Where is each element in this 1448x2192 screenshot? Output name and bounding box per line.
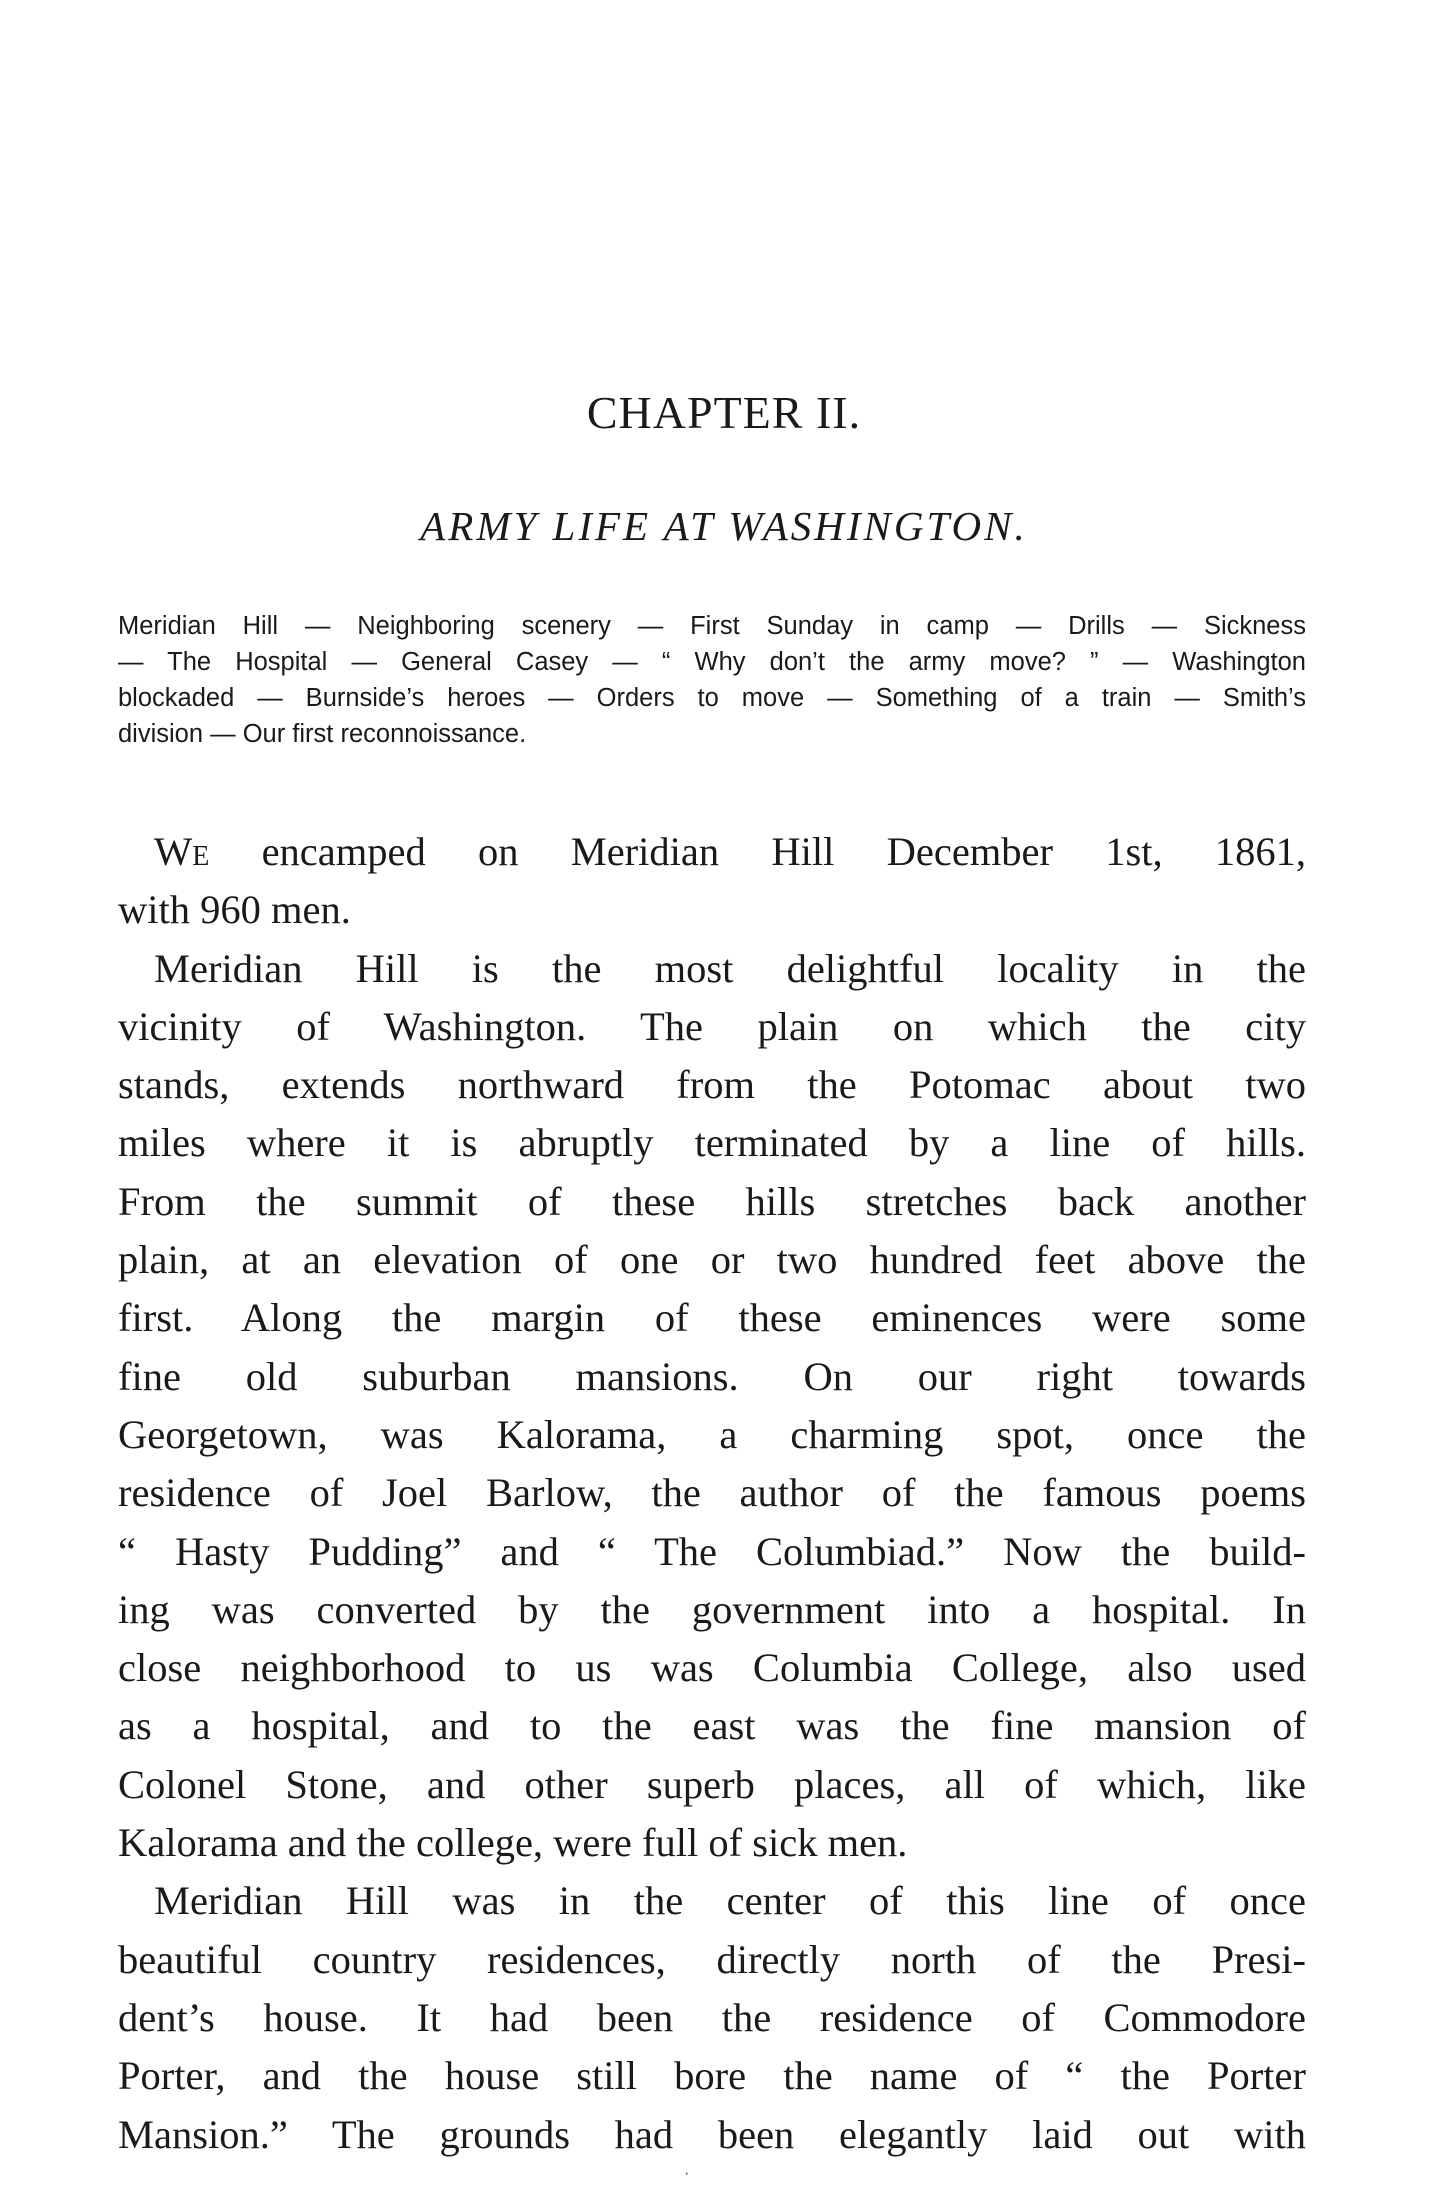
paragraph-line: Colonel Stone, and other superb places, all of which, like bbox=[118, 1761, 1306, 1807]
paragraph-2 bbox=[118, 940, 1306, 1873]
paragraph-line bbox=[118, 823, 1306, 881]
paragraph-line: ing was converted by the government into a hospital. In bbox=[118, 1586, 1306, 1632]
paragraph-line: From the summit of these hills stretches back another bbox=[118, 1178, 1306, 1224]
paragraph-line: Meridian Hill is the most delightful locality in the bbox=[154, 945, 1306, 991]
synopsis-line: division — Our first reconnoissance. bbox=[118, 720, 527, 748]
paragraph-line: Georgetown, was Kalorama, a charming spot, once the bbox=[118, 1411, 1306, 1457]
paragraph-line: close neighborhood to us was Columbia College, also used bbox=[118, 1645, 1306, 1691]
chapter-heading: CHAPTER II. bbox=[586, 387, 862, 438]
paragraph-line: stands, extends northward from the Potomac about two bbox=[118, 1062, 1306, 1108]
paragraph-line: beautiful country residences, directly north of the Presi- bbox=[118, 1936, 1306, 1982]
paragraph-line: vicinity of Washington. The plain on which the city bbox=[118, 1003, 1306, 1049]
paragraph-line: with 960 men. bbox=[118, 887, 351, 933]
paragraph-line: residence of Joel Barlow, the author of the famous poems bbox=[118, 1470, 1306, 1516]
paragraph-line: dent’s house. It had been the residence of Commodore bbox=[118, 1994, 1306, 2040]
paragraph-line: Porter, and the house still bore the name of “ the Porter bbox=[118, 2053, 1306, 2099]
drop-word: We bbox=[154, 829, 210, 874]
paragraph-line: “ Hasty Pudding” and “ The Columbiad.” Now the build- bbox=[118, 1528, 1306, 1574]
synopsis-line: blockaded — Burnside’s heroes — Orders to move — Something of a train — Smith’s bbox=[118, 684, 1306, 712]
chapter-subtitle: ARMY LIFE AT WASHINGTON. bbox=[420, 503, 1028, 549]
synopsis-line: — The Hospital — General Casey — “ Why don’t the army move? ” — Washington bbox=[118, 648, 1306, 676]
paragraph-line: Meridian Hill was in the center of this line of once bbox=[154, 1878, 1306, 1924]
paragraph-3 bbox=[118, 1872, 1306, 2163]
body-text bbox=[118, 823, 1306, 2164]
paragraph-line: plain, at an elevation of one or two hundred feet above the bbox=[118, 1237, 1306, 1283]
chapter-synopsis bbox=[118, 608, 1306, 752]
paragraph-line: Kalorama and the college, were full of sick men. bbox=[118, 1820, 908, 1866]
paragraph-line-text: encamped on Meridian Hill December 1st, 1861, bbox=[209, 829, 1306, 874]
scan-mark: · bbox=[684, 2166, 690, 2183]
paragraph-1 bbox=[118, 823, 1306, 940]
paragraph-line: miles where it is abruptly terminated by a line of hills. bbox=[118, 1120, 1306, 1166]
paragraph-line: as a hospital, and to the east was the fine mansion of bbox=[118, 1703, 1306, 1749]
paragraph-line: fine old suburban mansions. On our right towards bbox=[118, 1353, 1306, 1399]
synopsis-line: Meridian Hill — Neighboring scenery — First Sunday in camp — Drills — Sickness bbox=[118, 612, 1306, 640]
paragraph-line: Mansion.” The grounds had been elegantly laid out with bbox=[118, 2111, 1306, 2157]
paragraph-line: first. Along the margin of these eminences were some bbox=[118, 1295, 1306, 1341]
